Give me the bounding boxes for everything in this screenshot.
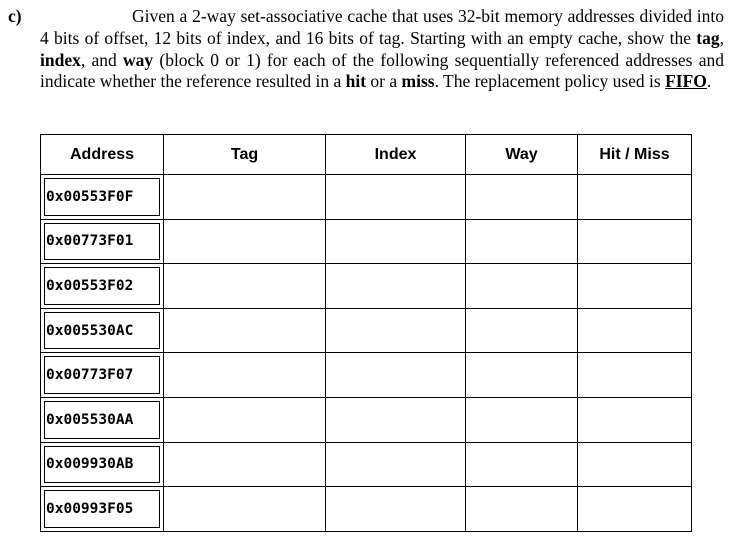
keyword-hit: hit bbox=[345, 71, 367, 92]
way-cell[interactable] bbox=[466, 219, 578, 264]
way-cell[interactable] bbox=[466, 397, 578, 442]
keyword-index: index bbox=[40, 49, 81, 70]
tag-cell[interactable] bbox=[164, 487, 326, 532]
address-cell: 0x005530AC bbox=[41, 308, 164, 353]
cache-answer-table bbox=[40, 134, 692, 532]
index-cell[interactable] bbox=[326, 175, 466, 220]
problem-text-3: , and bbox=[80, 49, 123, 70]
index-cell[interactable] bbox=[326, 264, 466, 309]
way-cell[interactable] bbox=[466, 487, 578, 532]
replacement-policy: FIFO bbox=[665, 71, 707, 92]
way-cell[interactable] bbox=[466, 264, 578, 309]
problem-text-7: . bbox=[706, 71, 712, 92]
table-row bbox=[41, 487, 692, 532]
index-cell[interactable] bbox=[326, 397, 466, 442]
problem-text-5: or a bbox=[366, 71, 402, 92]
address-cell: 0x009930AB bbox=[41, 442, 164, 487]
address-cell: 0x00993F05 bbox=[41, 487, 164, 532]
keyword-miss: miss bbox=[401, 71, 435, 92]
tag-cell[interactable] bbox=[164, 264, 326, 309]
problem-text-2: , bbox=[719, 27, 724, 48]
hit-miss-cell[interactable] bbox=[578, 397, 692, 442]
problem-text-6: . The replacement policy used is bbox=[434, 71, 666, 92]
hit-miss-cell[interactable] bbox=[578, 487, 692, 532]
header-address: Address bbox=[41, 135, 164, 175]
tag-cell[interactable] bbox=[164, 397, 326, 442]
keyword-tag: tag bbox=[696, 27, 720, 48]
header-hit-miss: Hit / Miss bbox=[578, 135, 692, 175]
way-cell[interactable] bbox=[466, 353, 578, 398]
hit-miss-cell[interactable] bbox=[578, 219, 692, 264]
table-row bbox=[41, 175, 692, 220]
address-cell: 0x00773F07 bbox=[41, 353, 164, 398]
table-row bbox=[41, 308, 692, 353]
keyword-way: way bbox=[122, 49, 154, 70]
hit-miss-cell[interactable] bbox=[578, 353, 692, 398]
header-way: Way bbox=[466, 135, 578, 175]
problem-text-4: (block 0 or 1) for each of the following sequentially referenced addresses and indicate whether the reference resulted in a bbox=[40, 49, 724, 92]
problem-body bbox=[8, 6, 724, 93]
table-header-row bbox=[41, 135, 692, 175]
tag-cell[interactable] bbox=[164, 219, 326, 264]
address-cell: 0x00553F0F bbox=[41, 175, 164, 220]
address-cell: 0x00773F01 bbox=[41, 219, 164, 264]
hit-miss-cell[interactable] bbox=[578, 264, 692, 309]
tag-cell[interactable] bbox=[164, 175, 326, 220]
tag-cell[interactable] bbox=[164, 353, 326, 398]
table-row bbox=[41, 353, 692, 398]
problem-statement bbox=[8, 6, 724, 93]
hit-miss-cell[interactable] bbox=[578, 442, 692, 487]
header-tag: Tag bbox=[164, 135, 326, 175]
index-cell[interactable] bbox=[326, 353, 466, 398]
index-cell[interactable] bbox=[326, 487, 466, 532]
table-row bbox=[41, 219, 692, 264]
hit-miss-cell[interactable] bbox=[578, 308, 692, 353]
index-cell[interactable] bbox=[326, 308, 466, 353]
problem-text-1: Given a 2-way set-associative cache that uses 32-bit memory addresses divided into 4 bits of offset, 12 bits of index, and 16 bits of tag. Starting with an empty cache, show the bbox=[40, 6, 724, 48]
address-cell: 0x005530AA bbox=[41, 397, 164, 442]
tag-cell[interactable] bbox=[164, 308, 326, 353]
hit-miss-cell[interactable] bbox=[578, 175, 692, 220]
table-row bbox=[41, 397, 692, 442]
header-index: Index bbox=[326, 135, 466, 175]
tag-cell[interactable] bbox=[164, 442, 326, 487]
problem-label: c) bbox=[8, 6, 22, 26]
table-row bbox=[41, 264, 692, 309]
table-row bbox=[41, 442, 692, 487]
way-cell[interactable] bbox=[466, 442, 578, 487]
address-cell: 0x00553F02 bbox=[41, 264, 164, 309]
way-cell[interactable] bbox=[466, 175, 578, 220]
index-cell[interactable] bbox=[326, 219, 466, 264]
way-cell[interactable] bbox=[466, 308, 578, 353]
index-cell[interactable] bbox=[326, 442, 466, 487]
